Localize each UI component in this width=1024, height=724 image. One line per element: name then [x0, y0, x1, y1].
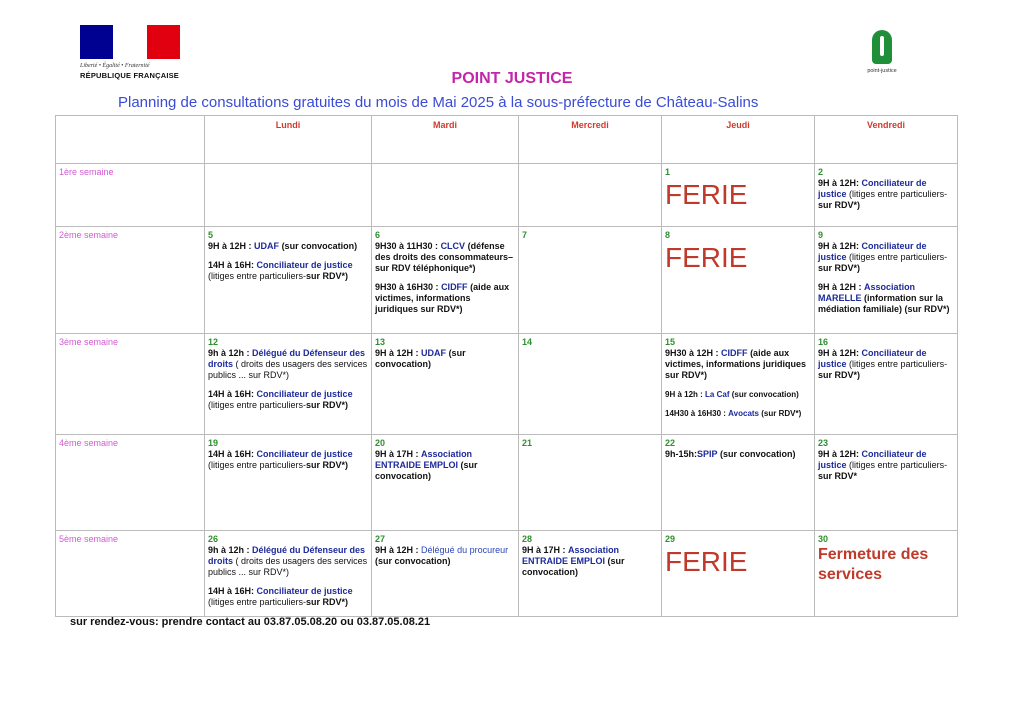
day-cell — [519, 531, 662, 617]
day-cell — [372, 227, 519, 334]
slot-description: ( droits des usagers des services publics ... sur RDV*) — [208, 359, 368, 380]
slot-description: (sur RDV*) — [761, 409, 802, 418]
day-number: 9 — [818, 230, 824, 240]
slot-time: 9H à 12H: — [818, 348, 860, 358]
republic-name: RÉPUBLIQUE FRANÇAISE — [80, 71, 180, 80]
day-number: 16 — [818, 337, 829, 347]
slot-rdv: sur RDV*) — [306, 400, 349, 410]
slot-rdv: sur RDV*) — [818, 263, 861, 273]
slot-organization: UDAF — [421, 348, 447, 358]
slot-rdv: sur RDV*) — [306, 271, 349, 281]
week-row — [56, 227, 958, 334]
slot-time: 9H à 12H: — [818, 178, 860, 188]
slot-organization: Conciliateur de justice — [818, 449, 927, 470]
slot-rdv: sur RDV* — [818, 471, 858, 481]
closure-label: Fermeture des services — [818, 546, 929, 583]
corner-cell — [56, 116, 205, 164]
page-title: POINT JUSTICE — [451, 70, 573, 87]
day-number: 8 — [665, 230, 671, 240]
slot-description: (sur convocation) — [731, 390, 799, 399]
slot-rdv: sur RDV*) — [818, 370, 861, 380]
page-subtitle: Planning de consultations gratuites du mois de Mai 2025 à la sous-préfecture de Château-Salins — [118, 94, 759, 111]
week-label: 5ème semaine — [56, 531, 205, 617]
day-cell — [372, 334, 519, 435]
slot-description: (sur convocation) — [522, 556, 625, 577]
slot-time: 9H à 12H : — [208, 241, 252, 251]
slot-description: (litiges entre particuliers- — [849, 460, 948, 470]
slot-organization: Délégué du Défenseur des droits — [208, 545, 366, 566]
day-cell — [662, 334, 815, 435]
day-header: Mercredi — [519, 116, 662, 164]
slot-organization: CLCV — [440, 241, 466, 251]
slot-organization: UDAF — [254, 241, 280, 251]
slot-description: (aide aux victimes, informations juridiques sur RDV*) — [665, 348, 807, 380]
contact-footer: sur rendez-vous: prendre contact au 03.87.05.08.20 ou 03.87.05.08.21 — [70, 616, 431, 628]
slot-time: 9H à 12H : — [375, 545, 419, 555]
day-cell — [662, 435, 815, 531]
week-label: 4ème semaine — [56, 435, 205, 531]
slot-rdv: sur RDV*) — [818, 200, 861, 210]
slot-time: 9H à 12H : — [375, 348, 419, 358]
day-cell — [519, 435, 662, 531]
slot-organization: Conciliateur de justice — [256, 449, 353, 459]
day-header: Lundi — [205, 116, 372, 164]
slot-organization: Conciliateur de justice — [256, 260, 353, 270]
day-cell — [815, 164, 958, 227]
marianne-flag-icon — [80, 25, 180, 59]
slot-organization: Conciliateur de justice — [818, 348, 927, 369]
slot-organization: Conciliateur de justice — [818, 178, 927, 199]
day-number: 15 — [665, 337, 676, 347]
day-cell — [662, 164, 815, 227]
slot-description: (sur convocation) — [281, 241, 358, 251]
slot-time: 9h-15h: — [665, 449, 698, 459]
point-justice-caption: point-justice — [867, 68, 897, 74]
day-cell — [662, 531, 815, 617]
slot-time: 9H à 12h : — [665, 390, 703, 399]
day-cell — [815, 227, 958, 334]
day-number: 23 — [818, 438, 829, 448]
day-number: 20 — [375, 438, 386, 448]
slot-organization: Délégué du procureur — [421, 545, 509, 555]
slot-description: (sur convocation) — [720, 449, 796, 459]
day-cell — [519, 164, 662, 227]
day-number: 21 — [522, 438, 533, 448]
week-label: 1ère semaine — [56, 164, 205, 227]
day-cell — [205, 435, 372, 531]
day-number: 6 — [375, 230, 381, 240]
day-cell — [205, 164, 372, 227]
day-number: 12 — [208, 337, 219, 347]
slot-organization: Association MARELLE — [818, 282, 916, 303]
day-cell — [205, 531, 372, 617]
slot-description: ( droits des usagers des services publics ... sur RDV*) — [208, 556, 368, 577]
slot-time: 9h à 12h : — [208, 545, 250, 555]
day-number: 1 — [665, 167, 671, 177]
slot-time: 9H30 à 11H30 : — [375, 241, 439, 251]
day-number: 30 — [818, 534, 829, 544]
day-number: 5 — [208, 230, 214, 240]
day-cell — [519, 334, 662, 435]
day-number: 27 — [375, 534, 386, 544]
republic-motto: Liberté • Égalité • Fraternité — [80, 63, 150, 69]
slot-description: (sur convocation) — [375, 460, 478, 481]
slot-organization: Avocats — [728, 409, 759, 418]
header-row — [56, 116, 958, 164]
slot-time: 9H à 17H : — [522, 545, 566, 555]
point-justice-icon — [872, 30, 892, 64]
day-number: 29 — [665, 534, 676, 544]
slot-time: 14H à 16H: — [208, 586, 255, 596]
week-row — [56, 531, 958, 617]
slot-time: 14H à 16H: — [208, 449, 255, 459]
day-number: 7 — [522, 230, 528, 240]
week-row — [56, 164, 958, 227]
week-label: 2ème semaine — [56, 227, 205, 334]
slot-time: 9H30 à 16H30 : — [375, 282, 439, 292]
day-header: Vendredi — [815, 116, 958, 164]
week-row — [56, 334, 958, 435]
day-header: Mardi — [372, 116, 519, 164]
slot-organization: Association ENTRAIDE EMPLOI — [375, 449, 473, 470]
ferie-label: FERIE — [665, 546, 748, 577]
slot-time: 9h à 12h : — [208, 348, 250, 358]
slot-organization: Conciliateur de justice — [818, 241, 927, 262]
slot-description: (litiges entre particuliers- — [208, 400, 307, 410]
slot-organization: CIDFF — [441, 282, 468, 292]
slot-organization: Conciliateur de justice — [256, 389, 353, 399]
slot-organization: La Caf — [705, 390, 730, 399]
slot-description: (litiges entre particuliers- — [849, 252, 948, 262]
day-number: 26 — [208, 534, 219, 544]
day-number: 28 — [522, 534, 533, 544]
slot-time: 14H à 16H: — [208, 389, 255, 399]
slot-organization: Association ENTRAIDE EMPLOI — [522, 545, 620, 566]
slot-time: 9H à 12H: — [818, 449, 860, 459]
slot-time: 9H à 17H : — [375, 449, 419, 459]
slot-rdv: sur RDV*) — [306, 597, 349, 607]
slot-time: 14H30 à 16H30 : — [665, 409, 726, 418]
day-cell — [815, 531, 958, 617]
day-number: 14 — [522, 337, 533, 347]
slot-description: (litiges entre particuliers- — [208, 460, 307, 470]
day-cell — [662, 227, 815, 334]
slot-description: (sur convocation) — [375, 556, 451, 566]
slot-description: (information sur la médiation familiale) (sur RDV*) — [818, 293, 950, 314]
day-cell — [815, 334, 958, 435]
slot-description: (litiges entre particuliers- — [208, 271, 307, 281]
week-label: 3ème semaine — [56, 334, 205, 435]
day-cell — [372, 531, 519, 617]
point-justice-logo — [864, 30, 900, 74]
slot-description: (sur convocation) — [375, 348, 466, 369]
slot-time: 9H à 12H: — [818, 241, 860, 251]
slot-description: (litiges entre particuliers- — [849, 359, 948, 369]
day-cell — [519, 227, 662, 334]
slot-organization: CIDFF — [721, 348, 748, 358]
day-cell — [372, 164, 519, 227]
slot-description: (aide aux victimes, informations juridiques sur RDV*) — [375, 282, 510, 314]
day-cell — [372, 435, 519, 531]
slot-rdv: sur RDV*) — [306, 460, 349, 470]
day-cell — [815, 435, 958, 531]
day-cell — [205, 334, 372, 435]
slot-organization: Délégué du Défenseur des droits — [208, 348, 366, 369]
slot-time: 14H à 16H: — [208, 260, 255, 270]
ferie-label: FERIE — [665, 179, 748, 210]
week-row — [56, 435, 958, 531]
slot-description: (litiges entre particuliers- — [208, 597, 307, 607]
day-number: 19 — [208, 438, 219, 448]
planning-table — [55, 115, 958, 617]
day-header: Jeudi — [662, 116, 815, 164]
slot-organization: Conciliateur de justice — [256, 586, 353, 596]
day-number: 2 — [818, 167, 824, 177]
day-number: 13 — [375, 337, 386, 347]
slot-description: (litiges entre particuliers- — [849, 189, 948, 199]
day-cell — [205, 227, 372, 334]
slot-organization: SPIP — [697, 449, 718, 459]
day-number: 22 — [665, 438, 676, 448]
slot-time: 9H30 à 12H : — [665, 348, 719, 358]
slot-time: 9H à 12H : — [818, 282, 862, 292]
ferie-label: FERIE — [665, 242, 748, 273]
slot-description: (défense des droits des consommateurs– sur RDV téléphonique*) — [375, 241, 514, 273]
